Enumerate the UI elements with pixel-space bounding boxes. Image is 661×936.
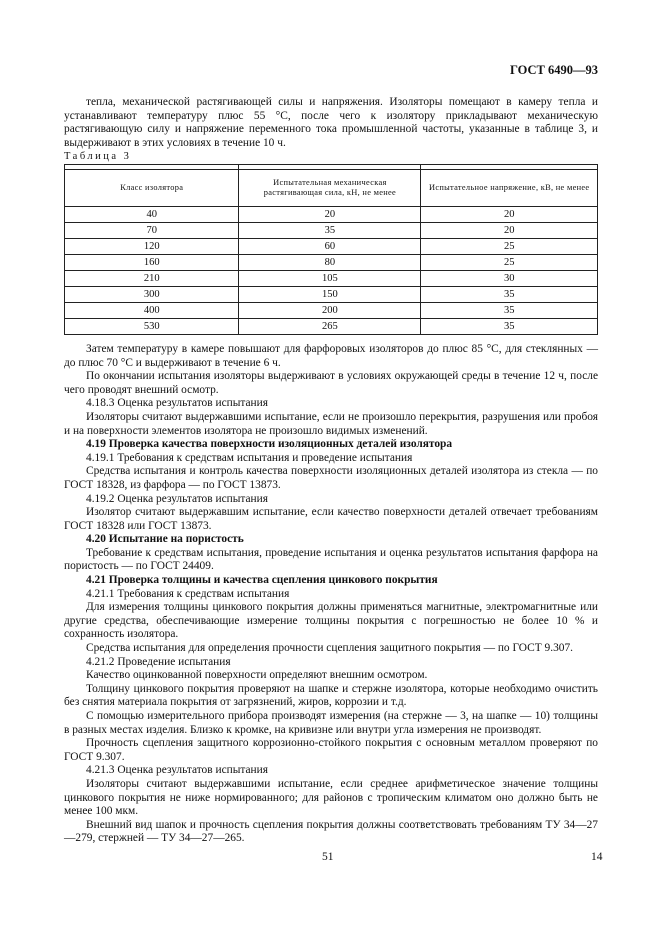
- table-cell: 40: [65, 206, 239, 222]
- paragraph: По окончании испытания изоляторы выдерживают в условиях окружающей среды в течение 12 ч, после чего проводят внешний осмотр.: [64, 370, 598, 396]
- table-cell: 120: [65, 238, 239, 254]
- table-cell: 160: [65, 254, 239, 270]
- paragraph: Для измерения толщины цинкового покрытия должны применяться магнитные, электромагнитные или другие средства, обеспечивающие измерение толщины покрытия с погрешностью не более 10 % и сохранность изолятора.: [64, 601, 598, 641]
- intro-paragraph: тепла, механической растягивающей силы и напряжения. Изоляторы помещают в камеру тепла и устанавливают температуру плюс 55 °С, после чего к изолятору прикладывают механическую растягивающую силу и напряжение переменного тока промышленной частоты, указанные в таблице 3, и выдерживают в этих условиях в течение 10 ч.: [64, 96, 598, 149]
- table-row: [65, 318, 598, 334]
- table-body: [65, 206, 598, 334]
- document-body: [64, 96, 598, 846]
- table-cell: 300: [65, 286, 239, 302]
- table-cell: 150: [239, 286, 421, 302]
- table-cell: 30: [421, 270, 598, 286]
- paragraph: Средства испытания и контроль качества поверхности изоляционных деталей изолятора из стекла — по ГОСТ 18328, из фарфора — по ГОСТ 13873.: [64, 465, 598, 491]
- table-cell: 35: [421, 286, 598, 302]
- paragraph: Изоляторы считают выдержавшими испытание, если не произошло перекрытия, разрушения или пробоя и на поверхности элементов изолятора не произошло видимых изменений.: [64, 410, 598, 437]
- table-row: [65, 206, 598, 222]
- document-id: ГОСТ 6490—93: [509, 63, 598, 77]
- paragraph: Толщину цинкового покрытия проверяют на шапке и стержне изолятора, которые необходимо очистить без снятия материала покрытия от загрязнений, жиров, коррозии и т.д.: [64, 682, 598, 709]
- paragraph: Изоляторы считают выдержавшими испытание, если среднее арифметическое значение толщины цинкового покрытия не ниже нормированного; для районов с тропическим климатом оно должно быть не менее 100 мкм.: [64, 777, 598, 818]
- page-number-right: 14: [591, 851, 603, 863]
- section-heading: 4.19 Проверка качества поверхности изоляционных деталей изолятора: [86, 438, 453, 451]
- table-cell: 20: [239, 206, 421, 222]
- table-row: [65, 302, 598, 318]
- table-cell: 200: [239, 302, 421, 318]
- paragraph: 4.18.3 Оценка результатов испытания: [86, 397, 268, 410]
- table-3: [64, 164, 598, 335]
- table-cell: 35: [239, 222, 421, 238]
- paragraph: Прочность сцепления защитного коррозионно-стойкого покрытия с основным металлом проверяют по ГОСТ 9.307.: [64, 737, 598, 763]
- table-header-class: Класс изолятора: [65, 169, 239, 206]
- paragraph: 4.21.1 Требования к средствам испытания: [86, 587, 290, 600]
- table-cell: 35: [421, 302, 598, 318]
- paragraph: Внешний вид шапок и прочность сцепления покрытия должны соответствовать требованиям ТУ 34—27—279, стержней — ТУ 34—27—265.: [64, 818, 598, 845]
- table-header-voltage: Испытательное напряжение, кВ, не менее: [421, 169, 598, 206]
- paragraph: Затем температуру в камере повышают для фарфоровых изоляторов до плюс 85 °С, для стеклянных — до плюс 70 °С и выдерживают в течение 6 ч.: [64, 342, 598, 369]
- section-heading: 4.21 Проверка толщины и качества сцепления цинкового покрытия: [86, 574, 438, 587]
- paragraph: 4.19.1 Требования к средствам испытания и проведение испытания: [86, 451, 413, 464]
- table-row: [65, 222, 598, 238]
- paragraph: Требование к средствам испытания, проведение испытания и оценка результатов испытания фарфора на пористость — по ГОСТ 24409.: [64, 546, 598, 573]
- table-cell: 80: [239, 254, 421, 270]
- table-cell: 530: [65, 318, 239, 334]
- table-cell: 20: [421, 206, 598, 222]
- paragraph: Изолятор считают выдержавшим испытание, если качество поверхности деталей отвечает требованиям ГОСТ 18328 или ГОСТ 13873.: [64, 506, 598, 532]
- page-number-left: 51: [322, 851, 334, 863]
- table-row: [65, 286, 598, 302]
- paragraph: Средства испытания для определения прочности сцепления защитного покрытия — по ГОСТ 9.307.: [86, 642, 574, 655]
- table-header-force: Испытательная механическая растягивающая сила, кН, не менее: [239, 169, 421, 206]
- table-row: [65, 254, 598, 270]
- table-cell: 70: [65, 222, 239, 238]
- section-heading: 4.20 Испытание на пористость: [86, 533, 244, 546]
- table-row: [65, 238, 598, 254]
- paragraph: 4.21.3 Оценка результатов испытания: [86, 764, 268, 777]
- table-cell: 105: [239, 270, 421, 286]
- paragraph: С помощью измерительного прибора производят измерения (на стержне — 3, на шапке — 10) толщины в разных местах изделия. Близко к кромке, на кривизне или внутри угла измерения не производят.: [64, 710, 598, 736]
- table-cell: 35: [421, 318, 598, 334]
- table-cell: 210: [65, 270, 239, 286]
- table-caption: Таблица 3: [64, 151, 132, 163]
- paragraph: Качество оцинкованной поверхности определяют внешним осмотром.: [86, 669, 428, 682]
- table-row: [65, 270, 598, 286]
- paragraph: 4.21.2 Проведение испытания: [86, 655, 231, 668]
- paragraphs: [64, 343, 598, 846]
- table-cell: 60: [239, 238, 421, 254]
- table-cell: 400: [65, 302, 239, 318]
- table-cell: 25: [421, 238, 598, 254]
- paragraph: 4.19.2 Оценка результатов испытания: [86, 492, 268, 505]
- table-cell: 265: [239, 318, 421, 334]
- table-cell: 25: [421, 254, 598, 270]
- table-cell: 20: [421, 222, 598, 238]
